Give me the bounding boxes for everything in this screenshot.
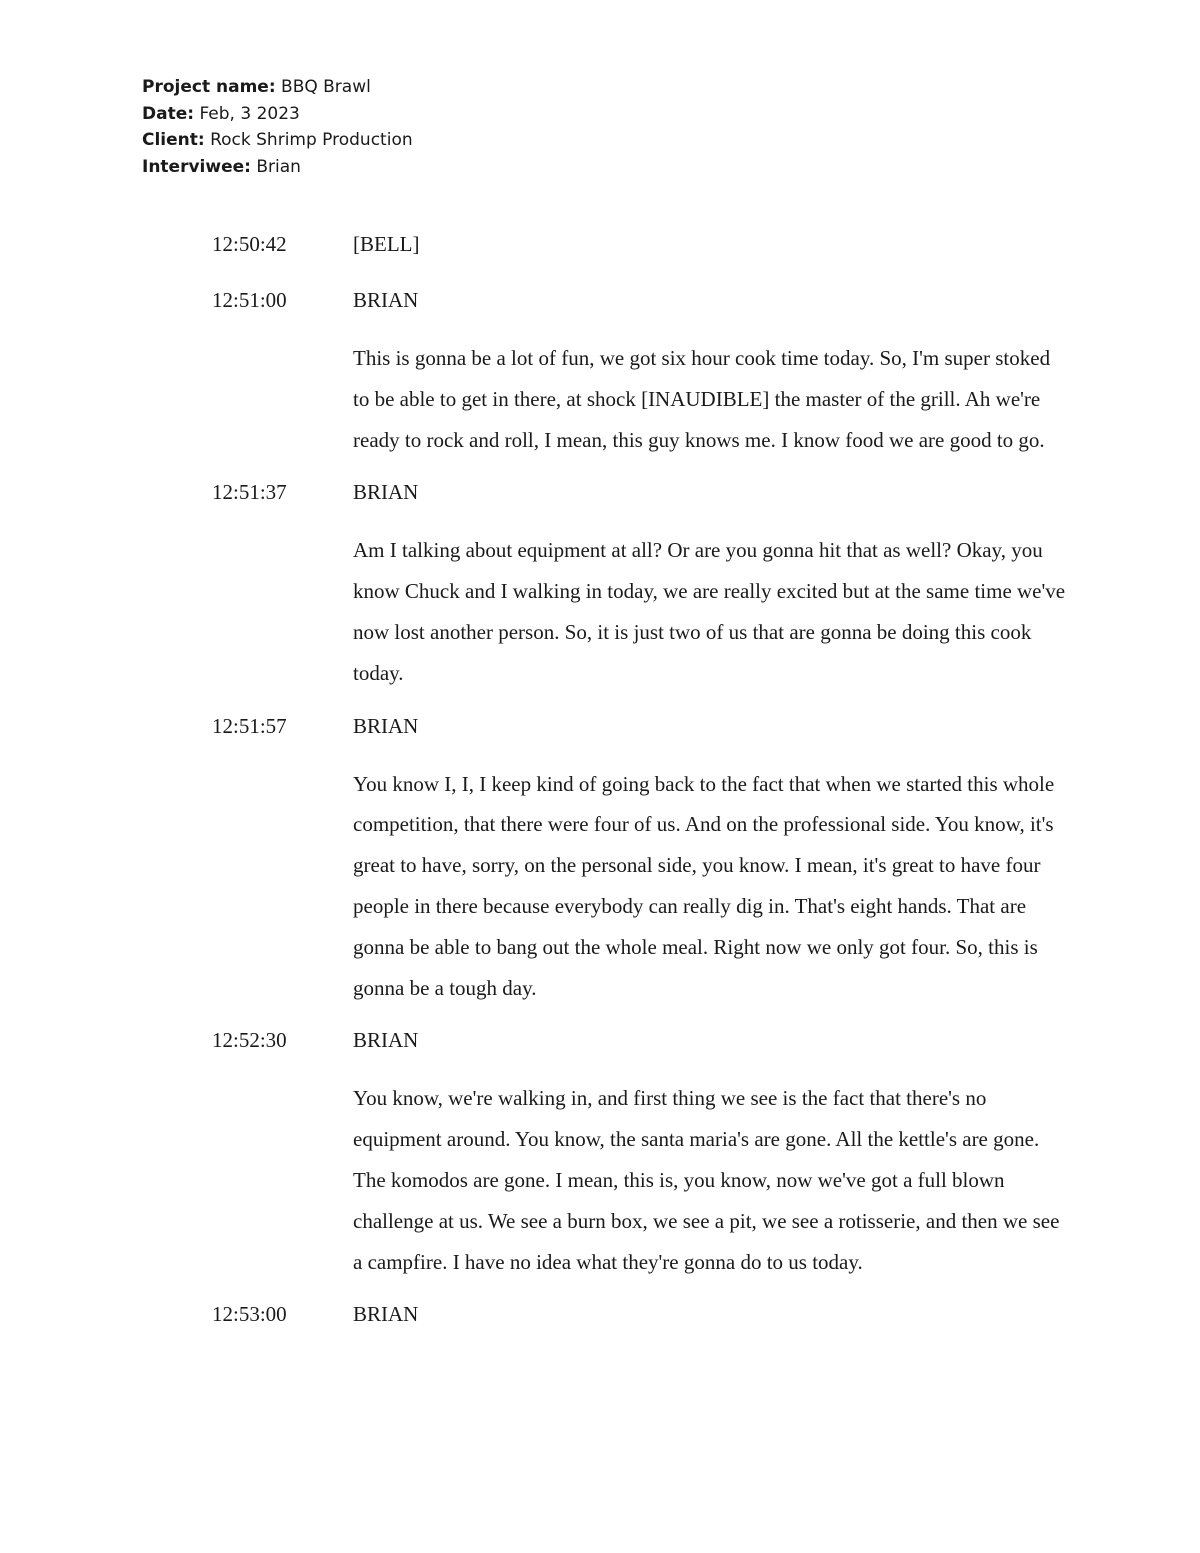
speaker-label: [BELL] — [353, 232, 420, 256]
date-value: Feb, 3 2023 — [199, 103, 300, 124]
project-name-line — [142, 74, 413, 101]
interviewee-label: Interviwee: — [142, 156, 251, 177]
timestamp: 12:51:37 — [212, 480, 287, 505]
transcript-entry — [212, 1022, 1072, 1078]
speaker-label: BRIAN — [353, 288, 419, 312]
transcript-entry — [212, 474, 1072, 530]
speaker-label: BRIAN — [353, 1302, 419, 1327]
timestamp: 12:50:42 — [212, 232, 287, 256]
interviewee-value: Brian — [256, 156, 301, 177]
document-header — [142, 74, 413, 180]
timestamp: 12:51:57 — [212, 713, 287, 738]
transcript-entry — [212, 708, 1072, 764]
speech-text: You know I, I, I keep kind of going back to the fact that when we started this whole competition, that there were four of us. And on the professional side. You know, it's great to have, sorry, on the personal side, you know. I mean, it's great to have four people in there because everybody can really dig in. That's eight hands. That are gonna be able to bang out the whole meal. Right now we only got four. So, this is gonna be a tough day. — [353, 771, 1055, 1000]
timestamp: 12:52:30 — [212, 1028, 287, 1053]
speaker-label: BRIAN — [353, 713, 419, 738]
client-line — [142, 127, 413, 154]
timestamp: 12:51:00 — [212, 288, 287, 312]
transcript-entry — [212, 1296, 1072, 1352]
project-name-value: BBQ Brawl — [281, 77, 371, 97]
interviewee-line — [142, 154, 413, 181]
client-label: Client: — [142, 130, 205, 150]
speaker-label: BRIAN — [353, 480, 419, 505]
client-value: Rock Shrimp Production — [210, 130, 413, 150]
transcript-entry — [212, 226, 1072, 282]
date-line — [142, 101, 413, 128]
transcript — [212, 226, 1072, 1352]
speech-text: This is gonna be a lot of fun, we got six hour cook time today. So, I'm super stoked to be able to get in there, at shock [INAUDIBLE] the master of the grill. Ah we're ready to rock and roll, I mean, this guy knows me. I know food we are good to go. — [353, 346, 1051, 452]
timestamp: 12:53:00 — [212, 1302, 287, 1327]
speech-text: Am I talking about equipment at all? Or are you gonna hit that as well? Okay, you know Chuck and I walking in today, we are really excited but at the same time we've now lost another person. So, it is just two of us that are gonna be doing this cook today. — [353, 538, 1066, 685]
project-name-label: Project name: — [142, 77, 276, 97]
speech-text: You know, we're walking in, and first thing we see is the fact that there's no equipment around. You know, the santa maria's are gone. All the kettle's are gone. The komodos are gone. I mean, this is, you know, now we've got a full blown challenge at us. We see a burn box, we see a pit, we see a rotisserie, and then we see a campfire. I have no idea what they're gonna do to us today. — [353, 1086, 1060, 1274]
speaker-label: BRIAN — [353, 1028, 419, 1053]
transcript-entry — [212, 282, 1072, 338]
date-label: Date: — [142, 103, 195, 124]
